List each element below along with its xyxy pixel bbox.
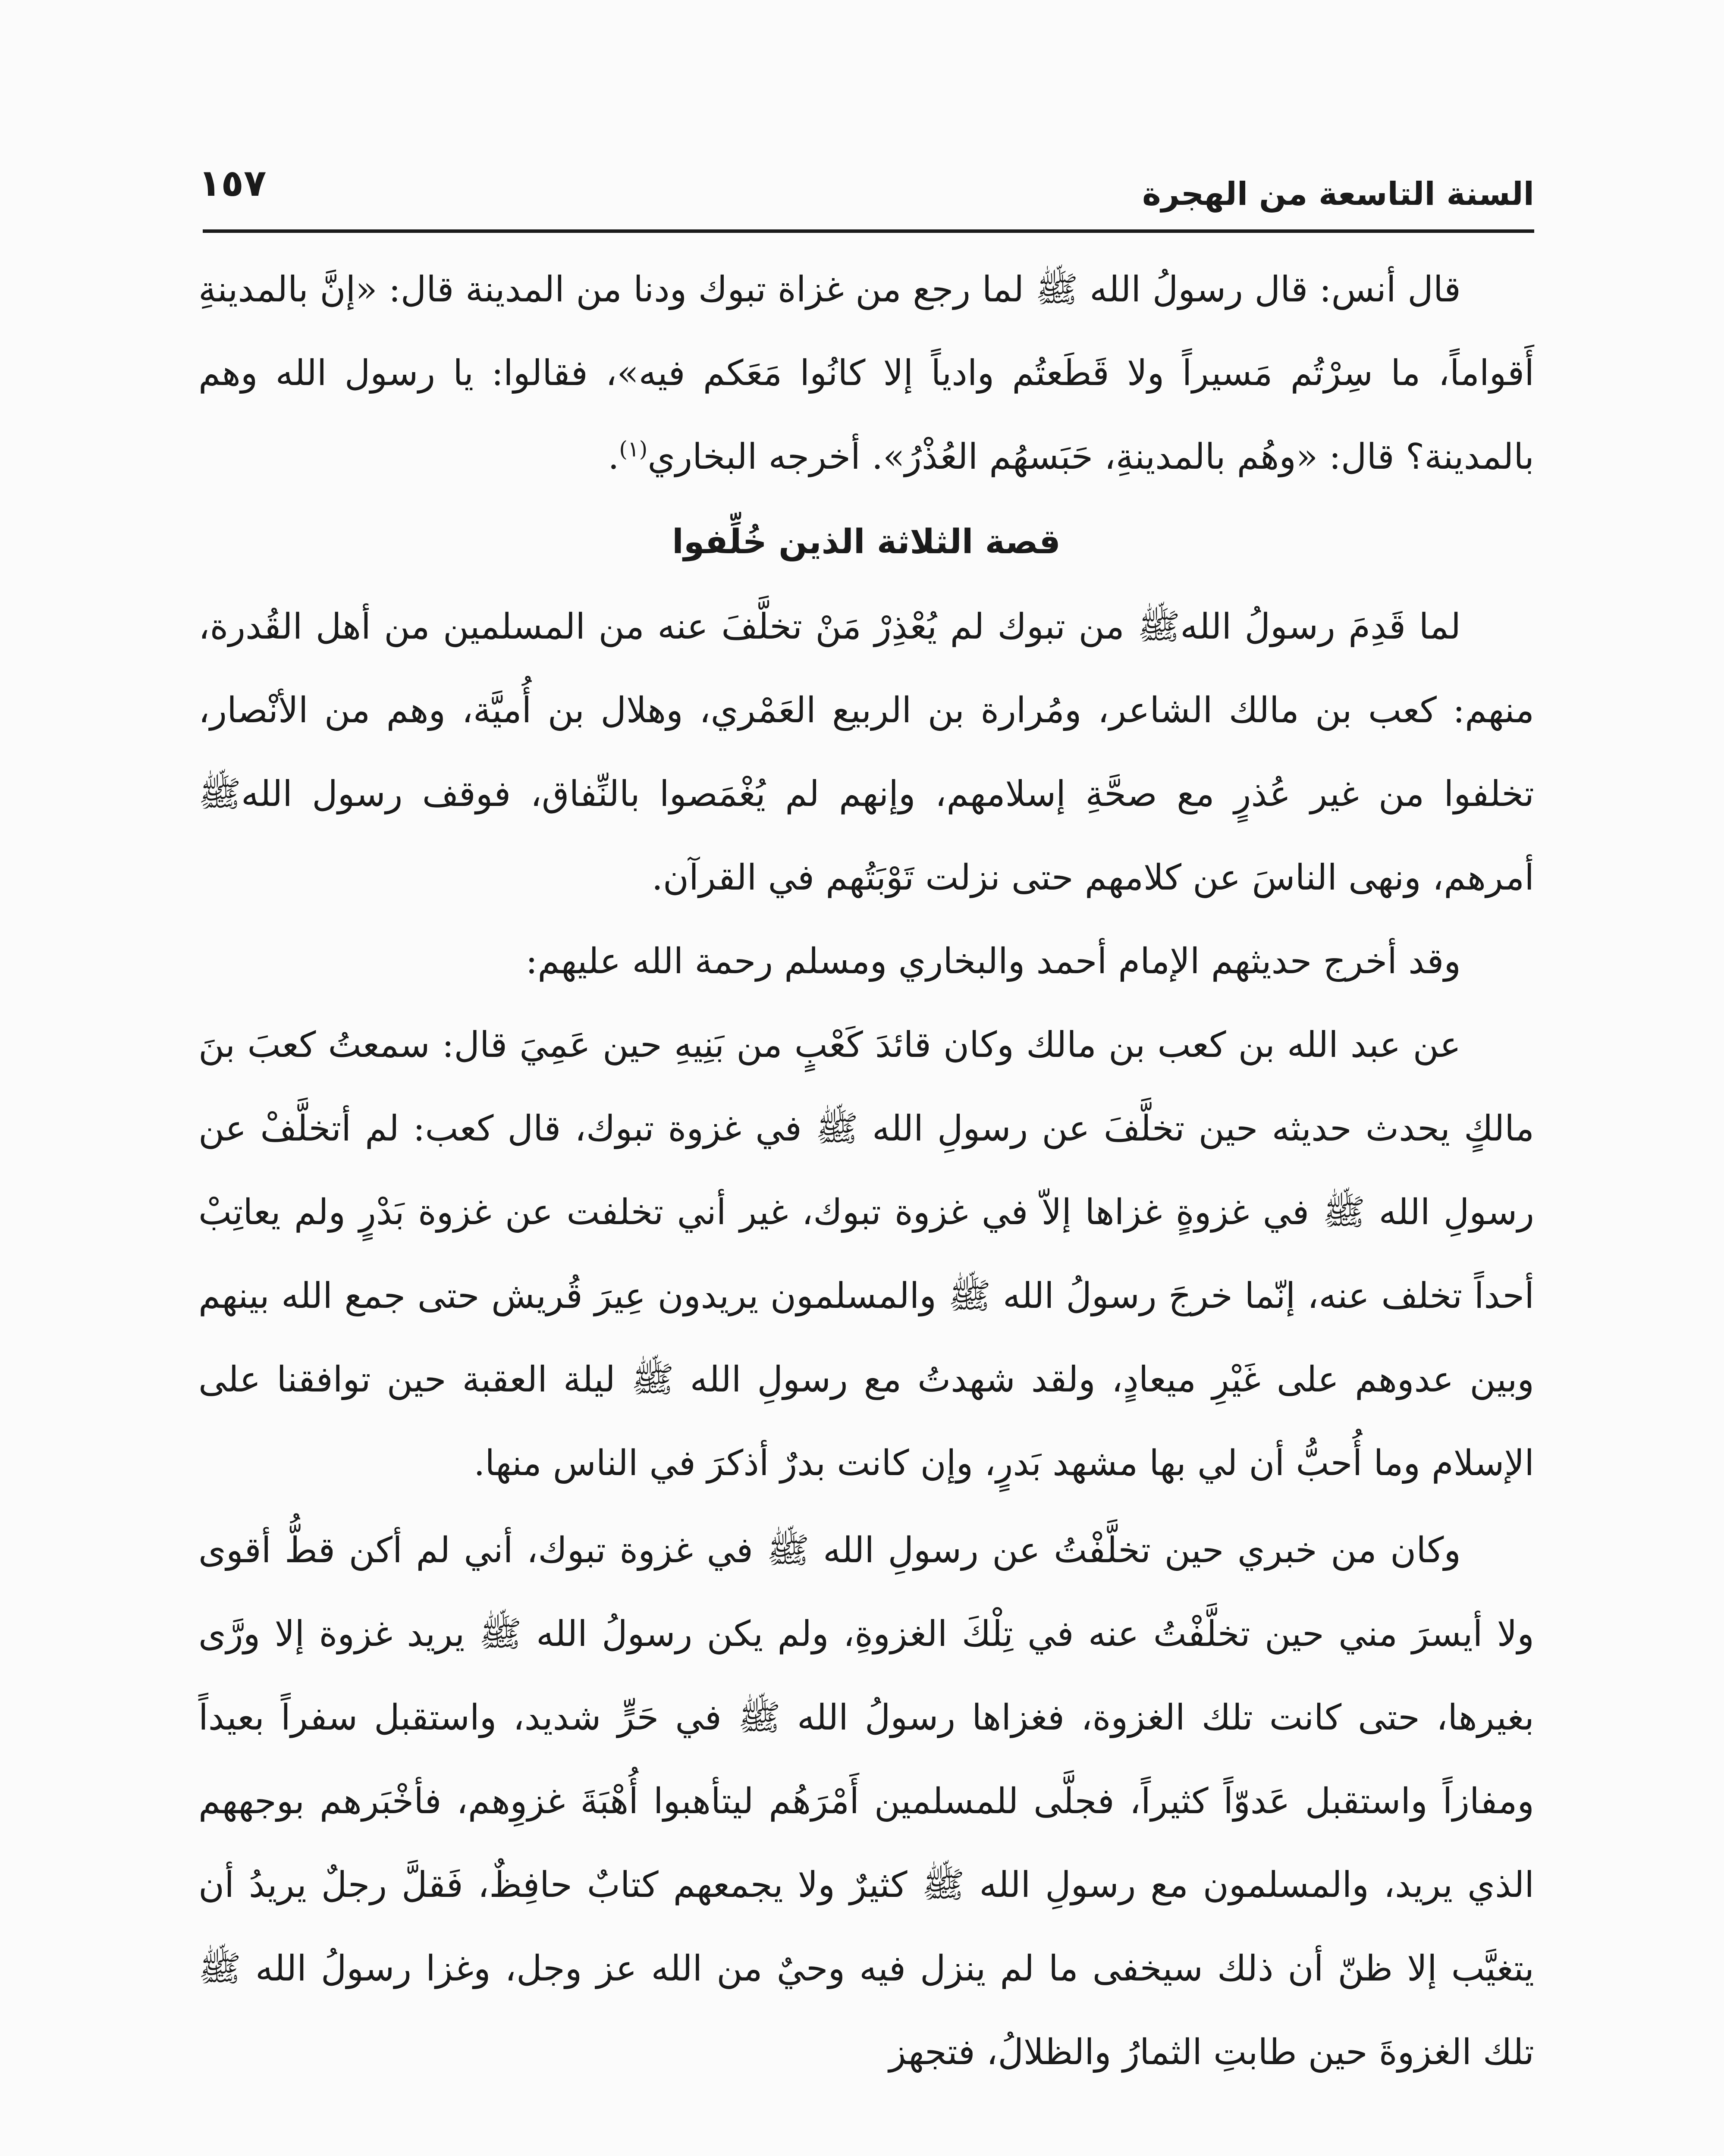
running-title: السنة التاسعة من الهجرة [1142,175,1534,213]
paragraph-text: قال أنس: قال رسولُ الله ﷺ لما رجع من غزاة تبوك ودنا من المدينة قال: «إنَّ بالمدينةِ أَقواماً، ما سِرْتُم مَسيراً ولا قَطَعتُم وادياً إلا كانُوا مَعَكم فيه»، فقالوا: يا رسول الله وهم بالمدينة؟ قال: «وهُم بالمدينةِ، حَبَسهُم العُذْرُ». أخرجه البخاري [198,269,1534,477]
main-text [198,248,1534,2094]
paragraph-kaab-narration: عن عبد الله بن كعب بن مالك وكان قائدَ كَعْبٍ من بَنِيهِ حين عَمِيَ قال: سمعتُ كعبَ بنَ مالكٍ يحدث حديثه حين تخلَّفَ عن رسولِ الله ﷺ في غزوة تبوك، قال كعب: لم أتخلَّفْ عن رسولِ الله ﷺ في غزوةٍ غزاها إلاّ في غزوة تبوك، غير أني تخلفت عن غزوة بَدْرٍ ولم يعاتِبْ أحداً تخلف عنه، إنّما خرجَ رسولُ الله ﷺ والمسلمون يريدون عِيرَ قُريش حتى جمع الله بينهم وبين عدوهم على غَيْرِ ميعادٍ، ولقد شهدتُ مع رسولِ الله ﷺ ليلة العقبة حين توافقنا على الإسلام وما أُحبُّ أن لي بها مشهد بَدرٍ، وإن كانت بدرٌ أذكرَ في الناس منها. [198,1025,1534,1484]
paragraph-end: . [608,436,619,477]
paragraph-anas-hadith [198,248,1534,499]
running-header [198,162,1534,218]
paragraph-narrators: وقد أخرج حديثهم الإمام أحمد والبخاري ومسلم رحمة الله عليهم: [525,941,1461,982]
paragraph-kaab-story: وكان من خبري حين تخلَّفْتُ عن رسولِ الله ﷺ في غزوة تبوك، أني لم أكن قطُّ أقوى ولا أيسرَ مني حين تخلَّفْتُ عنه في تِلْكَ الغزوةِ، ولم يكن رسولُ الله ﷺ يريد غزوة إلا ورَّى بغيرها، حتى كانت تلك الغزوة، فغزاها رسولُ الله ﷺ في حَرٍّ شديد، واستقبل سفراً بعيداً ومفازاً واستقبل عَدوّاً كثيراً، فجلَّى للمسلمين أَمْرَهُم ليتأهبوا أُهْبَةَ غزوِهم، فأخْبَرهم بوجههم الذي يريد، والمسلمون مع رسولِ الله ﷺ كثيرٌ ولا يجمعهم كتابٌ حافِظٌ، فَقلَّ رجلٌ يريدُ أن يتغيَّب إلا ظنّ أن ذلك سيخفى ما لم ينزل فيه وحيٌ من الله عز وجل، وغزا رسولُ الله ﷺ تلك الغزوةَ حين طابتِ الثمارُ والظلالُ، فتجهز [198,1530,1534,2073]
paragraph-three-left-behind: لما قَدِمَ رسولُ اللهﷺ من تبوك لم يُعْذِرْ مَنْ تخلَّفَ عنه من المسلمين من أهل القُدرة، منهم: كعب بن مالك الشاعر، ومُرارة بن الربيع العَمْري، وهلال بن أُميَّة، وهم من الأنْصار، تخلفوا من غير عُذرٍ مع صحَّةِ إسلامهم، وإنهم لم يُغْمَصوا بالنِّفاق، فوقف رسول اللهﷺ أمرهم، ونهى الناسَ عن كلامهم حتى نزلت تَوْبَتُهم في القرآن. [198,606,1534,898]
header-rule [203,229,1534,233]
footnote-marker: (١) [619,436,648,462]
page-number: ١٥٧ [198,162,267,205]
section-title: قصة الثلاثة الذين خُلِّفوا [672,523,1061,561]
